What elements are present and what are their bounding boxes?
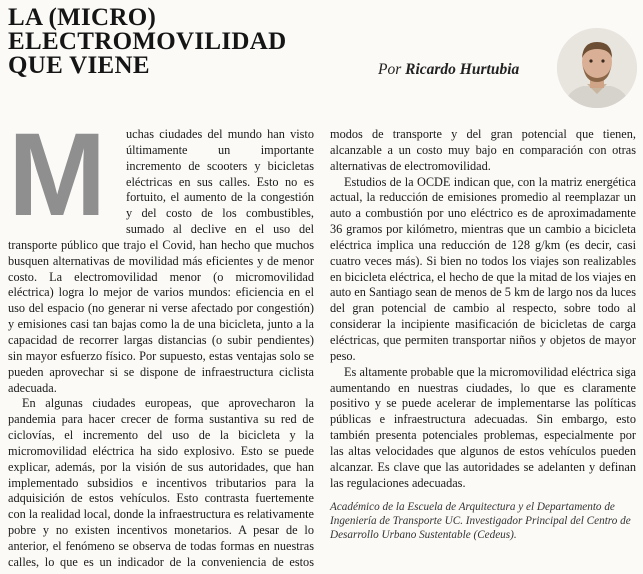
paragraph-text: uchas ciudades del mundo han visto últimamente un importante incremento de scooters y bicicletas eléctricas en sus calles. Esto no es fortuito, el aumento de la congestión y del costo de los combustibles, sumado al declive en el uso del transporte público que trajo el Covid, han hecho que muchos busquen alternativas de movilidad más eficientes y de menor costo. La electromovilidad menor (o micromovilidad eléctrica) logra lo mejor de varios mundos: eficiencia en el uso del espacio (no generar ni verse afectado por congestión) y emisiones casi tan bajas como la de una bicicleta, junto a la capacidad de recorrer largas distancias (o subir pendientes) sin mayor esfuerzo físico. Por supuesto, estas ventajas solo se pueden aprovechar si se dispone de infraestructura ciclista adecuada.: [8, 127, 314, 395]
author-name: Ricardo Hurtubia: [405, 61, 520, 78]
title-line: QUE VIENE: [8, 52, 150, 79]
drop-cap: M: [8, 127, 107, 223]
author-portrait-icon: [557, 28, 637, 108]
article-title: [8, 6, 286, 78]
author-photo: [557, 28, 637, 108]
paragraph: Es altamente probable que la micromovilidad eléctrica siga aumentando en nuestras ciudades, lo que es claramente positivo y se puede acelerar de implementarse las políticas públicas e infraestructura adecuadas. Sin embargo, esto también presenta potenciales problemas, especialmente por las altas velocidades que algunos de estos vehículos pueden alcanzar. Es clave que las autoridades se adelanten y definan las regulaciones adecuadas.: [330, 364, 636, 490]
title-line: LA (MICRO): [8, 4, 157, 31]
article-body: [8, 127, 636, 572]
paragraph: En algunas ciudades europeas, que aprovecharon la pandemia para hacer crecer de forma sustantiva su red de ciclovías, el incremento del uso de la bicicleta y la micromovilidad eléctrica ha sido explosivo. Esto se puede explicar, además, por la visión de sus autoridades, que han implementado subsidios e incentivos tributarios para la adquisición de estos vehículos. Esto contrasta fuertemente con la realidad local, donde la infraestructura es relativamente pobre y no existen incentivos monetarios. A pesar de lo anterior, el fenómeno se observa de todas formas en nuestras calles, lo que es un indicador de la conveniencia de estos modos de transporte y del gran potencial que tienen, alcanzable a un costo muy bajo en comparación con otras alternativas de electromovilidad.: [8, 127, 636, 569]
byline-prefix: Por: [378, 61, 402, 78]
byline: [378, 61, 519, 79]
title-line: ELECTROMOVILIDAD: [8, 28, 287, 55]
paragraph: Estudios de la OCDE indican que, con la matriz energética actual, la reducción de emisiones promedio al reemplazar un auto a combustión por uno eléctrico es de aproximadamente 36 gramos por kilómetro, mientras que un cambio a bicicleta eléctrica implica una reducción de 128 g/km (es decir, casi cuatro veces más). Si bien no todos los viajes son realizables en bicicleta eléctrica, el hecho de que la mitad de los viajes en auto en Santiago sean de menos de 5 km de largo nos da luces del gran potencial de cambio al respecto, sobre todo al considerar la incipiente masificación de bicicletas de carga eléctricas, que permiten transportar niños y objetos de mayor peso.: [330, 174, 636, 363]
author-note: Académico de la Escuela de Arquitectura y el Departamento de Ingeniería de Transporte UC. Investigador Principal del Centro de Desarrollo Urbano Sustentable (Cedeus).: [330, 501, 631, 542]
paragraph: [8, 127, 314, 396]
